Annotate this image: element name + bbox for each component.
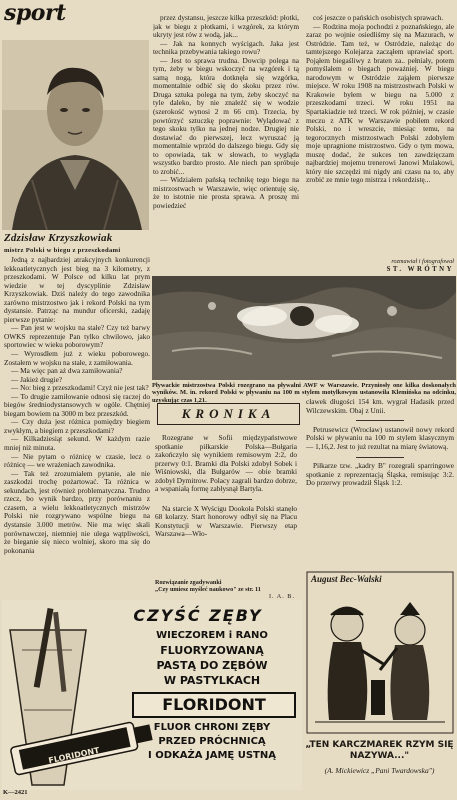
paragraph: — Tak też zrozumiałem pytanie, ale nie zaszkodzi trochę pożartować. Ta różnica w sekundach, jest również problematyczna. Trudno rzecz, bo wynik bardzo, przy porównaniu z czasem, a wielu lekkoatletycznych mistrzów Polski nie rozgrywano wspólne biegu na dystansie 3.000 metrów. Nie ma więc skali porównawczej, niemniej nie ulega wątpliwości, że bieganie się nieco wolniej, skoro ma się do pokonania [4, 468, 150, 555]
paragraph: — Czy duża jest różnica pomiędzy biegiem zwykłym, a biegiem z przeszkodami? [4, 417, 150, 435]
paragraph: — No: bieg z przeszkodami! Czyż nie jest tak? [11, 383, 149, 393]
ad-line: FLUORYZOWANĄ [160, 644, 264, 657]
paragraph: — Widziałem pańską technikę tego biegu na mistrzostwach w Warszawie, więc orientuję się, że to istotnie nie prosta sprawa. A proszę mi powiedzieć [153, 175, 299, 211]
paragraph: Piłkarze tzw. „kadry B" rozegrali sparringowe spotkanie z reprezentacją Śląska, remisując 3:2. Do przerwy prowadził Śląsk 1:2. [306, 461, 454, 488]
athlete-subtitle: mistrz Polski w biegu z przeszkodami [4, 247, 121, 254]
interview-column-1 [4, 256, 150, 596]
page-number: K—2421 [3, 789, 28, 796]
ad-line: PRZED PRÓCHNICĄ [158, 736, 266, 747]
ad-brand: FLORIDONT [132, 692, 296, 718]
portrait-photo [2, 40, 149, 230]
puzzle-title: Rozwiązanie zgadywanki [155, 579, 222, 586]
ad-line: FLUOR CHRONI ZĘBY [153, 722, 271, 733]
ad-line: PASTĄ DO ZĘBÓW [156, 659, 268, 672]
cartoon-caption-source: (A. Mickiewicz „Pani Twardowska") [324, 766, 435, 775]
puzzle-note [155, 579, 295, 600]
section-title: sport [4, 0, 66, 26]
cartoon-signature: August Bec-Walski [311, 574, 382, 584]
cartoon-drawing [305, 570, 455, 735]
paragraph: — Pan jest w wojsku na stałe? Czy też barwy OWKS reprezentuje Pan tylko chwilowo, jako sportowiec w wieku poborowym? [4, 323, 150, 350]
paragraph: — Nie pytam o różnicę w czasie, lecz o różnicę — we wrażeniach zawodnika. [4, 451, 150, 470]
divider [356, 457, 404, 458]
interview-column-3 [306, 14, 454, 259]
paragraph: — Jest to sprawa trudna. Dowcip polega na tym, żeby w biegu wskoczyć na wzgórek i tą samą nogą, która dotknęła się wzgórka, momentalnie odbić się do skoku przez rów. Druga sztuka polega na tym, żeby skoczyć na tyle daleko, by nie znaleźć się w wodzie (szerokość wynosi 2 m 66 cm). Trzecia, by powtórzyć sztuczkę poprawnie: Wylądować z tego skoku tylko na jednej nodze. Drugiej nie dostawiać do pierwszej, lecz wyruszać ją momentalnie wprzód do dalszego biegu. Gdy się to opowiada, tak w słowach, to wygląda wszystko bardzo prosto. Ale niech pan spróbuje to zrobić... [153, 55, 299, 176]
interview-credit: rozmawiał i fotografował [391, 258, 454, 265]
paragraph: — Kilkadziesiąt sekund. W każdym razie mniej niż minuta. [4, 434, 150, 453]
ad-line: W PASTYLKACH [163, 674, 261, 687]
swimming-image [152, 276, 456, 380]
ad-line: WIECZOREM i RANO [156, 630, 268, 641]
puzzle-signature: I. A. B. [268, 593, 295, 600]
kronika-left-column [155, 434, 297, 579]
ad-line: I ODKAŻA JAMĘ USTNĄ [148, 750, 276, 761]
paragraph: coś jeszcze o pańskich osobistych sprawach. [313, 14, 444, 22]
paragraph: Jedną z najbardziej atrakcyjnych konkurencji lekkoatletycznych jest bieg na 3 kilometry, z przeszkodami. W Polsce od kilku lat prym wiedzie w tej dyscyplinie Zdzisław Krzyszkowiak. Dziś należy do tego zawodnika zarówno mistrzostwo jak i rekord Polski na tym dystansie. Patrząc na mundur oficerski, zadaję pierwsze pytanie: [4, 256, 150, 324]
interview-column-2 [153, 14, 299, 276]
athlete-name: Zdzisław Krzyszkowiak [4, 232, 113, 244]
paragraph: przez dystansu, jeszcze kilka przeszkód: płotki, jak w biegu z płotkami, i wzgórek, za którym ukryty jest rów z wodą, jak... [153, 14, 299, 40]
paragraph: — Ma więc pan aż dwa zamiłowania? [11, 366, 123, 376]
paragraph: Rozegrane w Sofii międzypaństwowe spotkanie piłkarskie Polska—Bułgaria zakończyło się wynikiem remisowym 2:2, do przerwy 0:1. Bramki dla Polski zdobył Sobek i Wiśniowski, dla Bułgarów — obie bramki zdobył Dymitrow. Polacy zagrali bardzo dobrze, a wspaniałą formę zabłysnął Bartyla. [155, 434, 297, 494]
interview-author: ST. WRÓTNY [386, 266, 454, 273]
paragraph: cławek długości 154 km. wygrał Hadasik przed Wilczewskim. Obaj z Unii. [306, 398, 454, 415]
ad-headline: CZYŚĆ ZĘBY [133, 606, 263, 625]
kronika-right-column [306, 398, 454, 568]
paragraph: — Wyrosdłem już z wieku poborowego. Zostałem w wojsku na stałe, z zamiłowania. [4, 349, 150, 367]
paragraph: Petrusewicz (Wrocław) ustanowił nowy rekord Polski w pływaniu na 100 m stylem klasycznym — 1,16,2. Jest to już rezultat na miarę światową. [306, 424, 454, 451]
divider [356, 420, 404, 421]
portrait-image [2, 40, 149, 230]
divider [200, 499, 252, 500]
tube-label: FLORIDONT [47, 745, 101, 766]
paragraph: — To drugie zamiłowanie odnosi się raczej do biegów średniodystansowych w ogóle. Chętniej biegam bowiem na 3000 m bez przeszkód. [4, 391, 150, 418]
cartoon-caption: „TEN KARCZMAREK RZYM SIĘ NAZYWA..." [305, 740, 454, 761]
swimming-photo [152, 276, 456, 380]
swimming-caption: Pływackie mistrzostwa Polski rozegrano na pływalni AWF w Warszawie. Przyniosły one kilka doskonałych wyników. M. in. rekord Polski w pływaniu na 100 m stylem motylkowym ustanowiła Klemińska na odcinku, uzyskując czas 1,21. [152, 382, 456, 404]
puzzle-reference: „Czy umiesz myśleć naukowo" ze str. 11 [155, 586, 261, 593]
paragraph: Na starcie X Wyścigu Dookoła Polski stanęło 68 kolarzy. Start honorowy odbył się na Placu Konstytucji w Warszawie. Pierwszy etap Warszawa—Wło- [155, 503, 297, 539]
paragraph: — Rodzina moja pochodzi z poznańskiego, ale zaraz po wojnie osiedliśmy się na Mazurach, w Ostródzie. Tam też, w Ostródzie, należąc do tamtejszego Kolejarza zacząłem uprawiać sport. Pojąłem biegaśliwy z braten za.. pełniały, potem pomyślałem o biegach poważniej. W biegu narodowym w Ostródzie zająłem pierwsze miejsce. W roku 1908 na mistrzostwach Polski w Krakowie byłem w biegu na 5.000 z przeszkodami trzeci. W roku 1951 na Spartakiadzie też trzeci. W rok później, w czasie meczu z ATK w Warszawie pobiłem rekord Polski, no i wreszcie, miesiąc temu, na tegorocznych mistrzostwach Polski zdobyłem moje upragnione mistrzostwo. Gdy o tym mowa, muszę dodać, że sukces ten zawdzięczam najbardziej mojemu trenerowi Janowi Mulakowi, który nie szczędzi mi nigdy ani czasu na to, aby zrobić ze mnie tego mistrza i rekordzistę... [306, 21, 454, 185]
toothpaste-advertisement [2, 600, 302, 790]
paragraph: — Jak na konnych wyścigach. Jaka jest technika przebywania takiego rowu? [153, 38, 299, 57]
kronika-heading: KRONIKA [157, 403, 300, 425]
paragraph: — Jakież drugie? [11, 374, 63, 384]
cartoon-illustration [305, 570, 455, 735]
